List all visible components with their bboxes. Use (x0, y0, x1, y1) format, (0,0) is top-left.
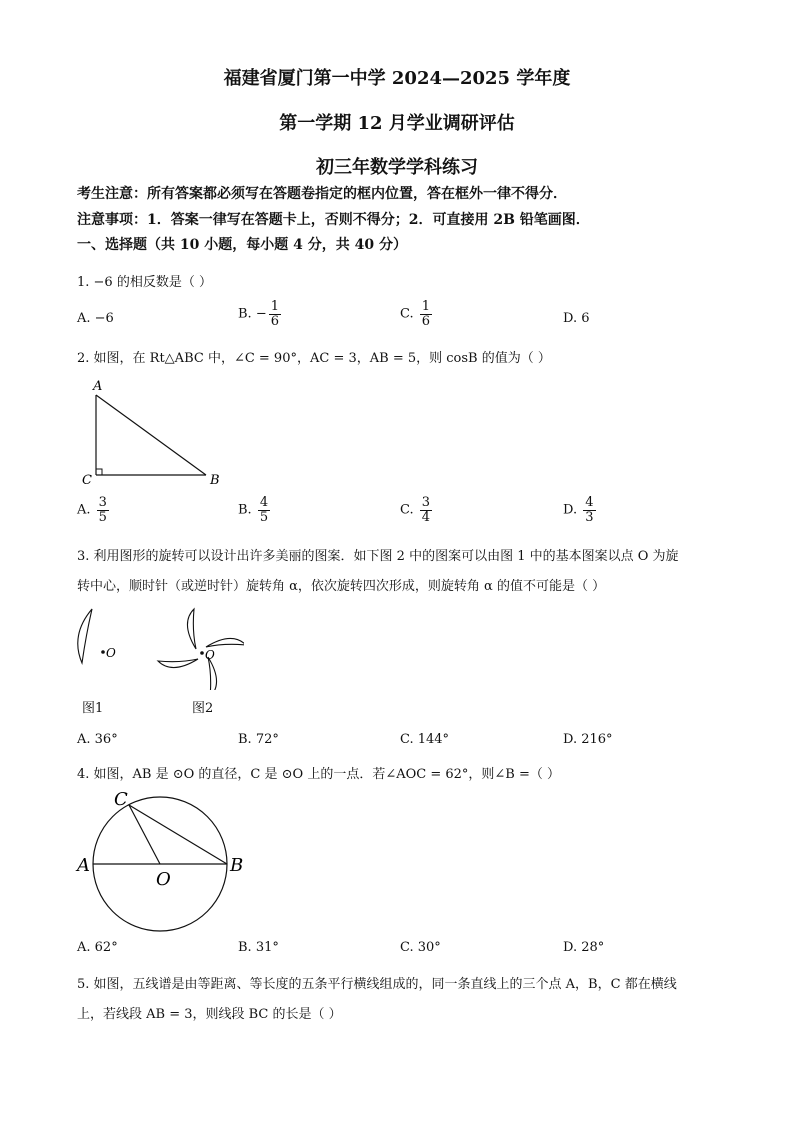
title-line-1: 福建省厦门第一中学 2024—2025 学年度 (223, 68, 571, 89)
q1-stem: 1. −6 的相反数是（ ） (77, 275, 212, 290)
section-heading: 一、选择题（共 10 小题，每小题 4 分，共 40 分） (77, 237, 407, 253)
q2-option-b (238, 496, 272, 524)
q1-option-b (238, 300, 283, 328)
q2-option-d-num: 4 (585, 495, 594, 510)
q3-fig2-petal-2 (206, 638, 244, 647)
q2-label-b: B (210, 473, 220, 488)
q2-option-b-den: 5 (259, 509, 269, 525)
q2-option-b-num: 4 (259, 495, 269, 510)
q2-option-a (77, 496, 111, 524)
q1-option-b-num: 1 (270, 299, 280, 314)
q4-option-c: C. 30° (400, 940, 441, 955)
q3-figure-2 (152, 605, 244, 690)
q2-label-a: A (93, 379, 103, 394)
q1-option-a: A. −6 (77, 311, 114, 326)
q4-option-d: D. 28° (563, 940, 605, 955)
q2-option-d-den: 3 (585, 509, 594, 525)
q3-fig1-petal (78, 609, 92, 663)
q2-option-d-fraction (583, 496, 595, 524)
q2-option-d-label: D. (563, 502, 578, 518)
q2-option-a-den: 5 (98, 509, 107, 525)
q3-fig1-point-o (101, 650, 105, 654)
q2-option-c-label: C. (400, 502, 414, 518)
q3-figure-1 (68, 605, 128, 675)
q2-option-d (563, 496, 598, 524)
q1-option-c-den: 6 (421, 313, 431, 329)
q4-label-b: B (230, 855, 244, 876)
q3-fig2-point-o (200, 651, 204, 655)
q3-fig2-caption: 图2 (192, 701, 214, 716)
q2-option-c-den: 4 (421, 509, 431, 525)
q4-option-a: A. 62° (77, 940, 118, 955)
title-line-3: 初三年数学学科练习 (316, 157, 478, 178)
q4-circle-figure (70, 785, 255, 935)
q3-option-a: A. 36° (77, 732, 118, 747)
title-line-2: 第一学期 12 月学业调研评估 (279, 113, 515, 134)
q3-fig2-petal-4 (158, 659, 198, 668)
q2-right-angle-mark (96, 469, 102, 475)
q3-fig2-label-o: O (205, 648, 215, 662)
q3-option-b: B. 72° (238, 732, 279, 747)
q1-option-c-fraction (420, 300, 432, 328)
q3-fig1-label-o: O (106, 646, 116, 660)
q4-option-b: B. 31° (238, 940, 279, 955)
q4-label-c: C (114, 789, 128, 810)
q1-option-b-sign: − (255, 306, 267, 322)
q5-stem-line-1: 5. 如图，五线谱是由等距离、等长度的五条平行横线组成的，同一条直线上的三个点 A，B，C 都在横线 (77, 977, 677, 992)
q1-option-d: D. 6 (563, 311, 590, 326)
q2-option-a-label: A. (77, 502, 91, 518)
q2-option-c-num: 3 (421, 495, 431, 510)
q2-option-c-fraction (420, 496, 432, 524)
q2-side-ab (96, 395, 206, 475)
q4-label-o: O (156, 869, 171, 890)
q1-option-c-label: C. (400, 306, 414, 322)
q1-option-b-label: B. (238, 306, 252, 322)
notice-line-2: 注意事项：1．答案一律写在答题卡上，否则不得分；2．可直接用 2B 铅笔画图． (77, 212, 590, 228)
q3-stem-line-2: 转中心，顺时针（或逆时针）旋转角 α，依次旋转四次形成，则旋转角 α 的值不可能是（ ） (77, 579, 606, 594)
q2-label-c: C (82, 473, 92, 488)
q3-fig1-caption: 图1 (82, 701, 104, 716)
q5-stem-line-2: 上，若线段 AB = 3，则线段 BC 的长是（ ） (77, 1007, 342, 1022)
q2-option-b-label: B. (238, 502, 252, 518)
q1-option-c (400, 300, 434, 328)
q1-option-c-num: 1 (421, 299, 431, 314)
q2-option-a-num: 3 (98, 495, 107, 510)
q1-option-b-den: 6 (270, 313, 280, 329)
q3-option-c: C. 144° (400, 732, 450, 747)
q3-fig2-petal-1 (187, 609, 196, 649)
q2-option-c (400, 496, 434, 524)
q2-option-b-fraction (258, 496, 270, 524)
q4-chord-cb (129, 805, 227, 864)
q2-option-a-fraction (97, 496, 109, 524)
q2-stem: 2. 如图，在 Rt△ABC 中，∠C = 90°，AC = 3，AB = 5，则 cosB 的值为（ ） (77, 351, 551, 366)
q2-triangle-figure (78, 375, 228, 490)
q1-option-b-fraction (269, 300, 281, 328)
q3-stem-line-1: 3. 利用图形的旋转可以设计出许多美丽的图案．如下图 2 中的图案可以由图 1 中的基本图案以点 O 为旋 (77, 549, 679, 564)
q4-label-a: A (77, 855, 90, 876)
q3-option-d: D. 216° (563, 732, 613, 747)
notice-line-1: 考生注意：所有答案都必须写在答题卷指定的框内位置，答在框外一律不得分． (77, 186, 567, 202)
q4-stem: 4. 如图，AB 是 ⊙O 的直径，C 是 ⊙O 上的一点．若∠AOC = 62°，则∠B =（ ） (77, 767, 561, 782)
